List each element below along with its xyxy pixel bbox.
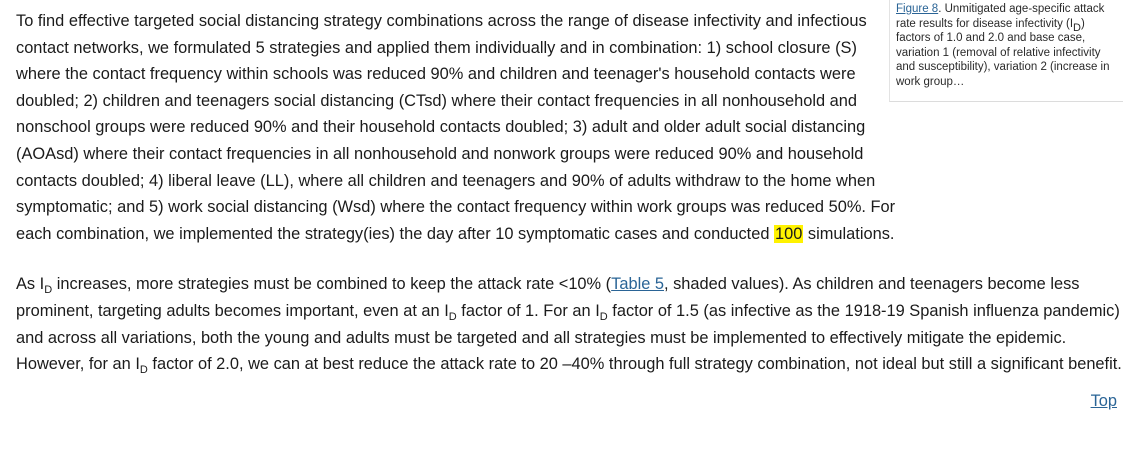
paragraph-results-sub-2: D	[448, 310, 457, 323]
paragraph-results-sub-1: D	[44, 284, 53, 297]
paragraph-strategies-text-2: simulations.	[803, 224, 895, 243]
top-link[interactable]: Top	[1090, 392, 1117, 410]
paragraph-results-text-6: factor of 2.0, we can at best reduce the attack rate to 20 –40% through full strategy combination, not ideal but still a significant benefit.	[147, 355, 1122, 374]
paragraph-results	[16, 271, 1124, 377]
figure-8-link[interactable]: Figure 8	[896, 3, 939, 15]
paragraph-results-text-1: As I	[16, 275, 45, 294]
highlighted-number: 100	[775, 224, 803, 243]
figure-8-caption-text-1: . Unmitigated age-specific attack rate results for disease infectivity (I	[896, 3, 1105, 30]
paragraph-results-sub-3: D	[599, 310, 608, 323]
article-body	[16, 8, 896, 247]
paragraph-strategies-text-1: To find effective targeted social distancing strategy combinations across the range of disease infectivity and infectious contact networks, we formulated 5 strategies and applied them individually and in combination: 1) school closure (S) where the contact frequency within schools was reduced 90% and children and teenager's household contacts were doubled; 2) children and teenagers social distancing (CTsd) where their contact frequencies in all nonhousehold and nonschool groups were reduced 90% and their household contacts doubled; 3) adult and older adult social distancing (AOAsd) where their contact frequencies in all nonhousehold and nonwork groups were reduced 90% and household contacts doubled; 4) liberal leave (LL), where all children and teenagers and 90% of adults withdraw to the home when symptomatic; and 5) work social distancing (Wsd) where the contact frequency within work groups was reduced 50%. For each combination, we implemented the strategy(ies) the day after 10 symptomatic cases and conducted	[16, 12, 896, 243]
paragraph-results-text-2: increases, more strategies must be combined to keep the attack rate <10% (	[52, 275, 612, 294]
figure-8-caption	[889, 0, 1123, 102]
paragraph-results-text-5: factor of 1.5 (as infective as the 1918-19 Spanish influenza pandemic) and across all variations, both the young and adults must be targeted and all strategies must be implemented to effectively mitigate the epidemic. However, for an I	[16, 301, 1120, 374]
paragraph-results-sub-4: D	[139, 364, 148, 377]
paragraph-results-text-3: , shaded values). As children and teenagers become less prominent, targeting adults becomes important, even at an I	[16, 275, 1080, 320]
table-5-link[interactable]: Table 5	[611, 275, 664, 294]
figure-8-caption-sub-1: D	[1073, 21, 1081, 34]
top-link-container	[1091, 392, 1117, 411]
figure-8-caption-text-2: ) factors of 1.0 and 2.0 and base case, variation 1 (removal of relative infectivity and susceptibility), variation 2 (increase in work group…	[896, 17, 1110, 88]
paragraph-results-text-4: factor of 1. For an I	[456, 301, 600, 320]
paragraph-strategies	[16, 8, 896, 247]
